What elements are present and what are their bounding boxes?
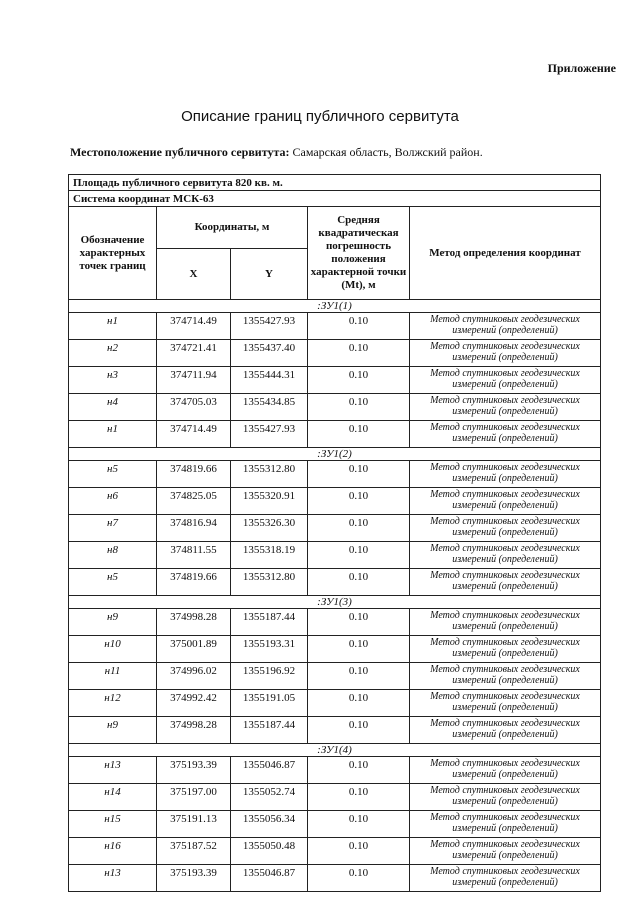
accuracy-cell: 0.10 <box>308 569 410 596</box>
table-row <box>69 838 601 865</box>
table-row <box>69 811 601 838</box>
table-row <box>69 717 601 744</box>
y-cell: 1355434.85 <box>231 394 308 421</box>
y-cell: 1355312.80 <box>231 569 308 596</box>
x-header: X <box>157 249 231 300</box>
table-row <box>69 663 601 690</box>
y-cell: 1355318.19 <box>231 542 308 569</box>
accuracy-cell: 0.10 <box>308 542 410 569</box>
y-cell: 1355427.93 <box>231 421 308 448</box>
method-cell: Метод спутниковых геодезических измерений (определений) <box>410 313 601 340</box>
accuracy-cell: 0.10 <box>308 757 410 784</box>
y-cell: 1355052.74 <box>231 784 308 811</box>
accuracy-cell: 0.10 <box>308 663 410 690</box>
method-cell: Метод спутниковых геодезических измерений (определений) <box>410 569 601 596</box>
y-cell: 1355427.93 <box>231 313 308 340</box>
section-row <box>69 596 601 609</box>
x-cell: 374998.28 <box>157 717 231 744</box>
y-cell: 1355191.05 <box>231 690 308 717</box>
table-row <box>69 636 601 663</box>
accuracy-header-text: Средняя квадратическая погрешность положения характерной точки (Mt), м <box>310 214 407 291</box>
accuracy-cell: 0.10 <box>308 609 410 636</box>
y-cell: 1355050.48 <box>231 838 308 865</box>
accuracy-cell: 0.10 <box>308 394 410 421</box>
accuracy-cell: 0.10 <box>308 865 410 892</box>
x-cell: 374714.49 <box>157 313 231 340</box>
y-cell: 1355312.80 <box>231 461 308 488</box>
table-row <box>69 784 601 811</box>
x-cell: 374721.41 <box>157 340 231 367</box>
x-cell: 374816.94 <box>157 515 231 542</box>
point-cell: н5 <box>69 461 157 488</box>
table-row <box>69 367 601 394</box>
page-title: Описание границ публичного сервитута <box>181 108 459 125</box>
y-cell: 1355193.31 <box>231 636 308 663</box>
location-label: Местоположение публичного сервитута: <box>70 145 290 159</box>
y-cell: 1355326.30 <box>231 515 308 542</box>
method-cell: Метод спутниковых геодезических измерений (определений) <box>410 784 601 811</box>
method-cell: Метод спутниковых геодезических измерений (определений) <box>410 461 601 488</box>
method-cell: Метод спутниковых геодезических измерений (определений) <box>410 690 601 717</box>
method-cell: Метод спутниковых геодезических измерений (определений) <box>410 421 601 448</box>
point-cell: н9 <box>69 717 157 744</box>
accuracy-cell: 0.10 <box>308 313 410 340</box>
point-cell: н10 <box>69 636 157 663</box>
table-row <box>69 865 601 892</box>
x-cell: 374819.66 <box>157 569 231 596</box>
point-cell: н4 <box>69 394 157 421</box>
location-value: Самарская область, Волжский район. <box>289 145 483 159</box>
table-row <box>69 340 601 367</box>
y-cell: 1355046.87 <box>231 757 308 784</box>
point-cell: н13 <box>69 757 157 784</box>
x-cell: 375001.89 <box>157 636 231 663</box>
section-row <box>69 744 601 757</box>
designation-header: Обозначение характерных точек границ <box>69 207 157 300</box>
accuracy-cell: 0.10 <box>308 838 410 865</box>
x-cell: 374996.02 <box>157 663 231 690</box>
accuracy-cell: 0.10 <box>308 367 410 394</box>
section-row <box>69 448 601 461</box>
x-cell: 375191.13 <box>157 811 231 838</box>
table-row <box>69 461 601 488</box>
method-cell: Метод спутниковых геодезических измерений (определений) <box>410 865 601 892</box>
appendix-label: Приложение <box>547 61 616 75</box>
accuracy-cell: 0.10 <box>308 636 410 663</box>
y-cell: 1355320.91 <box>231 488 308 515</box>
method-cell: Метод спутниковых геодезических измерений (определений) <box>410 367 601 394</box>
accuracy-cell: 0.10 <box>308 421 410 448</box>
table-row <box>69 394 601 421</box>
x-cell: 374705.03 <box>157 394 231 421</box>
y-cell: 1355056.34 <box>231 811 308 838</box>
table-row <box>69 542 601 569</box>
point-cell: н1 <box>69 421 157 448</box>
method-cell: Метод спутниковых геодезических измерений (определений) <box>410 811 601 838</box>
section-label: :ЗУ1(2) <box>69 448 601 461</box>
y-cell: 1355187.44 <box>231 717 308 744</box>
accuracy-cell: 0.10 <box>308 784 410 811</box>
crs-row: Система координат МСК-63 <box>69 191 601 207</box>
x-cell: 374811.55 <box>157 542 231 569</box>
x-cell: 374998.28 <box>157 609 231 636</box>
coordinates-table <box>68 174 601 892</box>
table-row <box>69 690 601 717</box>
table-row <box>69 421 601 448</box>
x-cell: 374714.49 <box>157 421 231 448</box>
point-cell: н15 <box>69 811 157 838</box>
x-cell: 375193.39 <box>157 757 231 784</box>
y-cell: 1355444.31 <box>231 367 308 394</box>
accuracy-cell: 0.10 <box>308 811 410 838</box>
section-row <box>69 300 601 313</box>
table-row <box>69 488 601 515</box>
x-cell: 374825.05 <box>157 488 231 515</box>
accuracy-cell: 0.10 <box>308 515 410 542</box>
section-label: :ЗУ1(3) <box>69 596 601 609</box>
point-cell: н16 <box>69 838 157 865</box>
point-cell: н6 <box>69 488 157 515</box>
y-cell: 1355437.40 <box>231 340 308 367</box>
coords-header: Координаты, м <box>157 207 308 249</box>
section-label: :ЗУ1(1) <box>69 300 601 313</box>
method-cell: Метод спутниковых геодезических измерений (определений) <box>410 663 601 690</box>
point-cell: н9 <box>69 609 157 636</box>
method-cell: Метод спутниковых геодезических измерений (определений) <box>410 636 601 663</box>
accuracy-cell: 0.10 <box>308 690 410 717</box>
accuracy-cell: 0.10 <box>308 488 410 515</box>
point-cell: н11 <box>69 663 157 690</box>
location-line <box>70 145 483 160</box>
x-cell: 374819.66 <box>157 461 231 488</box>
method-cell: Метод спутниковых геодезических измерений (определений) <box>410 717 601 744</box>
point-cell: н8 <box>69 542 157 569</box>
y-cell: 1355046.87 <box>231 865 308 892</box>
section-label: :ЗУ1(4) <box>69 744 601 757</box>
accuracy-cell: 0.10 <box>308 461 410 488</box>
method-cell: Метод спутниковых геодезических измерений (определений) <box>410 394 601 421</box>
method-header: Метод определения координат <box>410 207 601 300</box>
table-row <box>69 515 601 542</box>
area-row: Площадь публичного сервитута 820 кв. м. <box>69 175 601 191</box>
x-cell: 375193.39 <box>157 865 231 892</box>
x-cell: 374992.42 <box>157 690 231 717</box>
x-cell: 375187.52 <box>157 838 231 865</box>
method-cell: Метод спутниковых геодезических измерений (определений) <box>410 757 601 784</box>
method-cell: Метод спутниковых геодезических измерений (определений) <box>410 488 601 515</box>
y-header: Y <box>231 249 308 300</box>
x-cell: 375197.00 <box>157 784 231 811</box>
method-cell: Метод спутниковых геодезических измерений (определений) <box>410 515 601 542</box>
method-cell: Метод спутниковых геодезических измерений (определений) <box>410 542 601 569</box>
point-cell: н14 <box>69 784 157 811</box>
method-cell: Метод спутниковых геодезических измерений (определений) <box>410 340 601 367</box>
y-cell: 1355196.92 <box>231 663 308 690</box>
table-row <box>69 757 601 784</box>
y-cell: 1355187.44 <box>231 609 308 636</box>
point-cell: н1 <box>69 313 157 340</box>
table-row <box>69 569 601 596</box>
point-cell: н3 <box>69 367 157 394</box>
method-cell: Метод спутниковых геодезических измерений (определений) <box>410 838 601 865</box>
x-cell: 374711.94 <box>157 367 231 394</box>
accuracy-header <box>308 207 410 300</box>
point-cell: н2 <box>69 340 157 367</box>
point-cell: н7 <box>69 515 157 542</box>
table-row <box>69 609 601 636</box>
table-row <box>69 313 601 340</box>
method-cell: Метод спутниковых геодезических измерений (определений) <box>410 609 601 636</box>
point-cell: н5 <box>69 569 157 596</box>
point-cell: н12 <box>69 690 157 717</box>
point-cell: н13 <box>69 865 157 892</box>
accuracy-cell: 0.10 <box>308 340 410 367</box>
accuracy-cell: 0.10 <box>308 717 410 744</box>
